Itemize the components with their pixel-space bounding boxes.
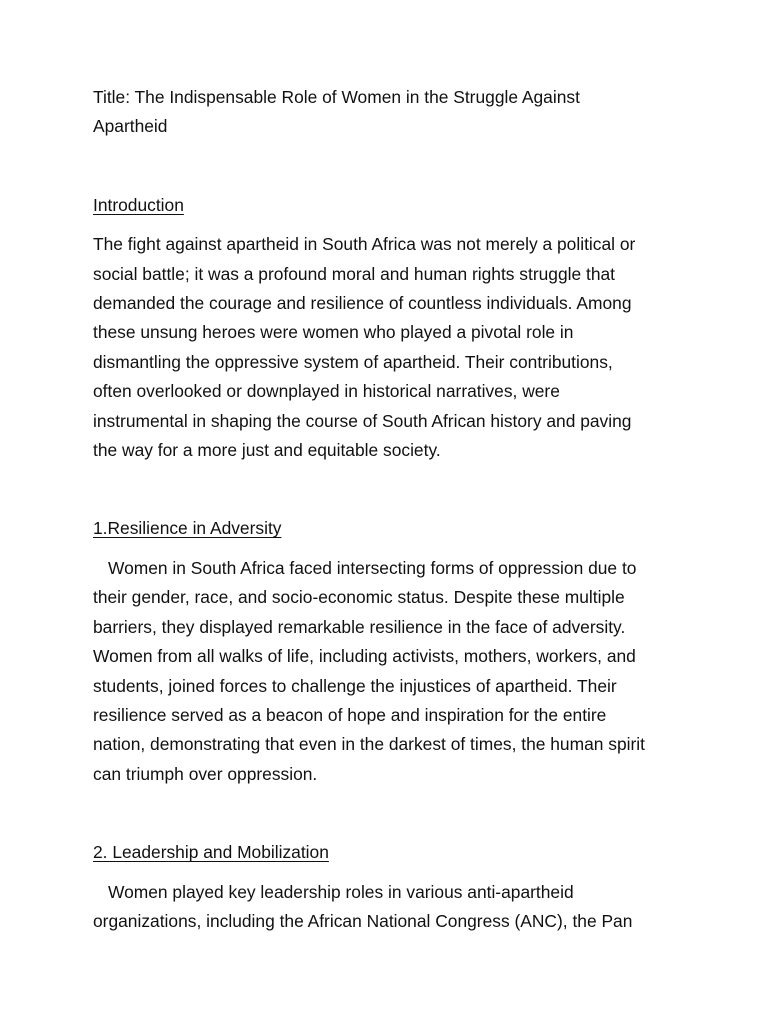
paragraph-line: Women from all walks of life, including activists, mothers, workers, and [93,646,636,667]
document-title [93,83,678,142]
paragraph-line: barriers, they displayed remarkable resilience in the face of adversity. [93,616,626,637]
paragraph-line: students, joined forces to challenge the injustices of apartheid. Their [93,675,617,696]
paragraph-line: organizations, including the African National Congress (ANC), the Pan [93,910,633,931]
paragraph-line: Women played key leadership roles in various anti-apartheid [108,881,574,902]
section-resilience [93,514,678,789]
paragraph-line: often overlooked or downplayed in historical narratives, were [93,381,560,402]
document-page [93,83,678,936]
section-heading: 2. Leadership and Mobilization [93,842,329,863]
paragraph-line: The fight against apartheid in South Africa was not merely a political or [93,234,636,255]
paragraph-line: dismantling the oppressive system of apartheid. Their contributions, [93,351,613,372]
section-introduction [93,191,678,466]
section-paragraph [93,230,678,465]
title-line: Title: The Indispensable Role of Women in the Struggle Against [93,87,580,107]
paragraph-line: these unsung heroes were women who played a pivotal role in [93,322,574,343]
paragraph-line: social battle; it was a profound moral and human rights struggle that [93,263,616,284]
paragraph-line: nation, demonstrating that even in the darkest of times, the human spirit [93,734,645,755]
paragraph-line: the way for a more just and equitable society. [93,440,441,461]
paragraph-line: their gender, race, and socio-economic status. Despite these multiple [93,587,625,608]
section-leadership [93,838,678,936]
paragraph-line: instrumental in shaping the course of South African history and paving [93,410,632,431]
section-paragraph [93,878,678,937]
section-heading: 1.Resilience in Adversity [93,518,282,539]
title-line: Apartheid [93,116,168,137]
paragraph-line: can triumph over oppression. [93,763,318,784]
paragraph-line: resilience served as a beacon of hope and inspiration for the entire [93,704,607,725]
paragraph-line: Women in South Africa faced intersecting forms of oppression due to [108,557,637,578]
paragraph-line: demanded the courage and resilience of countless individuals. Among [93,293,632,314]
section-heading: Introduction [93,194,184,215]
section-paragraph [93,554,678,789]
